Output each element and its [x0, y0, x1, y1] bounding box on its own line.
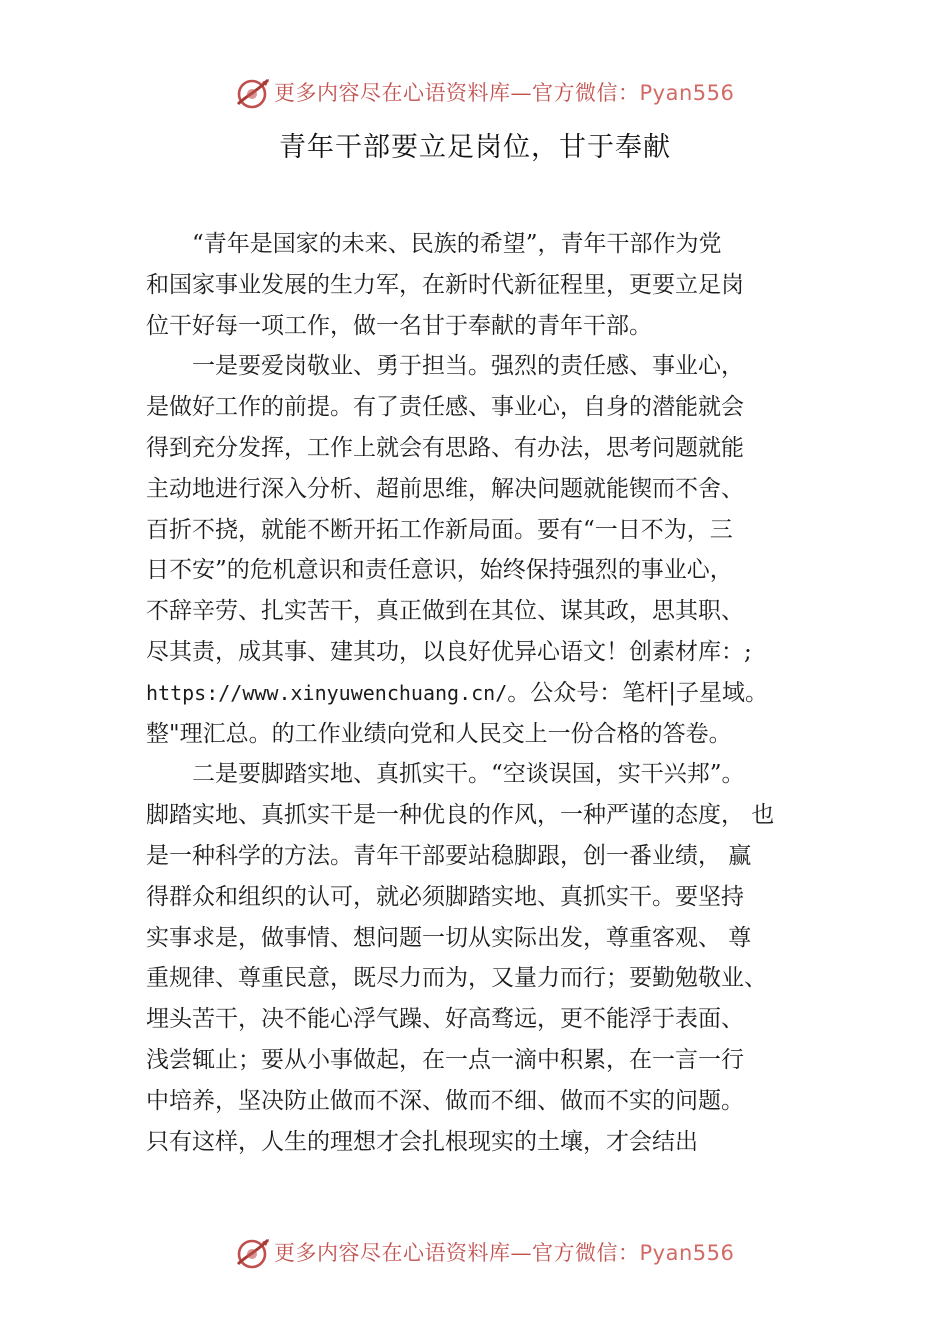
- body-line: 位干好每一项工作，做一名甘于奉献的青年干部。: [146, 312, 652, 339]
- body-line: 百折不挠，就能不断开拓工作新局面。要有“一日不为，三: [146, 516, 733, 543]
- body-line: 一是要爱岗敬业、勇于担当。强烈的责任感、事业心，: [192, 353, 744, 380]
- body-line: 二是要脚踏实地、真抓实干。“空谈误国，实干兴邦”。: [192, 761, 745, 788]
- body-line: 中培养，坚决防止做而不深、做而不细、做而不实的问题。: [146, 1087, 744, 1114]
- banner-text: 更多内容尽在心语资料库—官方微信：Pyan556: [274, 1241, 735, 1265]
- body-line: 尽其责，成其事、建其功，以良好优异心语文！创素材库：;: [146, 638, 752, 665]
- body-line: 和国家事业发展的生力军，在新时代新征程里，更要立足岗: [146, 271, 744, 298]
- body-line-url: [146, 673, 826, 714]
- body-line: 实事求是，做事情、想问题一切从实际出发，尊重客观、 尊: [146, 924, 752, 951]
- wechat-account: Pyan556: [639, 81, 735, 105]
- body-line: “青年是国家的未来、民族的希望”，青年干部作为党: [192, 231, 722, 257]
- body-line: 重规律、尊重民意，既尽力而为，又量力而行；要勤勉敬业、: [146, 965, 767, 992]
- body-line: 整"理汇总。的工作业绩向党和人民交上一份合格的答卷。: [146, 720, 732, 747]
- wechat-account: Pyan556: [639, 1241, 735, 1265]
- footer-banner: [0, 1232, 950, 1276]
- brand-logo-icon: [232, 1234, 272, 1274]
- document-body: [146, 224, 826, 1162]
- body-line-tail: 。公众号：笔杆|子星域。: [507, 679, 768, 706]
- body-line: 是一种科学的方法。青年干部要站稳脚跟，创一番业绩， 赢: [146, 842, 752, 869]
- banner-text: 更多内容尽在心语资料库—官方微信：Pyan556: [274, 81, 735, 105]
- source-url: https://www.xinyuwenchuang.cn/: [146, 680, 508, 705]
- body-line: 主动地进行深入分析、超前思维，解决问题就能锲而不舍、: [146, 475, 744, 502]
- brand-logo-icon: [232, 74, 272, 114]
- body-line: 只有这样，人生的理想才会扎根现实的土壤，才会结出: [146, 1128, 698, 1155]
- header-banner: [0, 72, 950, 116]
- document-title: 青年干部要立足岗位，甘于奉献: [279, 132, 671, 163]
- body-line: 浅尝辄止；要从小事做起，在一点一滴中积累，在一言一行: [146, 1046, 744, 1073]
- body-line: 埋头苦干，决不能心浮气躁、好高骛远，更不能浮于表面、: [146, 1006, 744, 1033]
- body-line: 是做好工作的前提。有了责任感、事业心，自身的潜能就会: [146, 394, 744, 421]
- body-line: 日不安”的危机意识和责任意识，始终保持强烈的事业心，: [146, 557, 733, 584]
- body-line: 得群众和组织的认可，就必须脚踏实地、真抓实干。要坚持: [146, 883, 744, 910]
- body-line: 得到充分发挥，工作上就会有思路、有办法，思考问题就能: [146, 434, 744, 461]
- body-line: 脚踏实地、真抓实干是一种优良的作风，一种严谨的态度， 也: [146, 802, 775, 829]
- body-line: 不辞辛劳、扎实苦干，真正做到在其位、谋其政，思其职、: [146, 598, 744, 625]
